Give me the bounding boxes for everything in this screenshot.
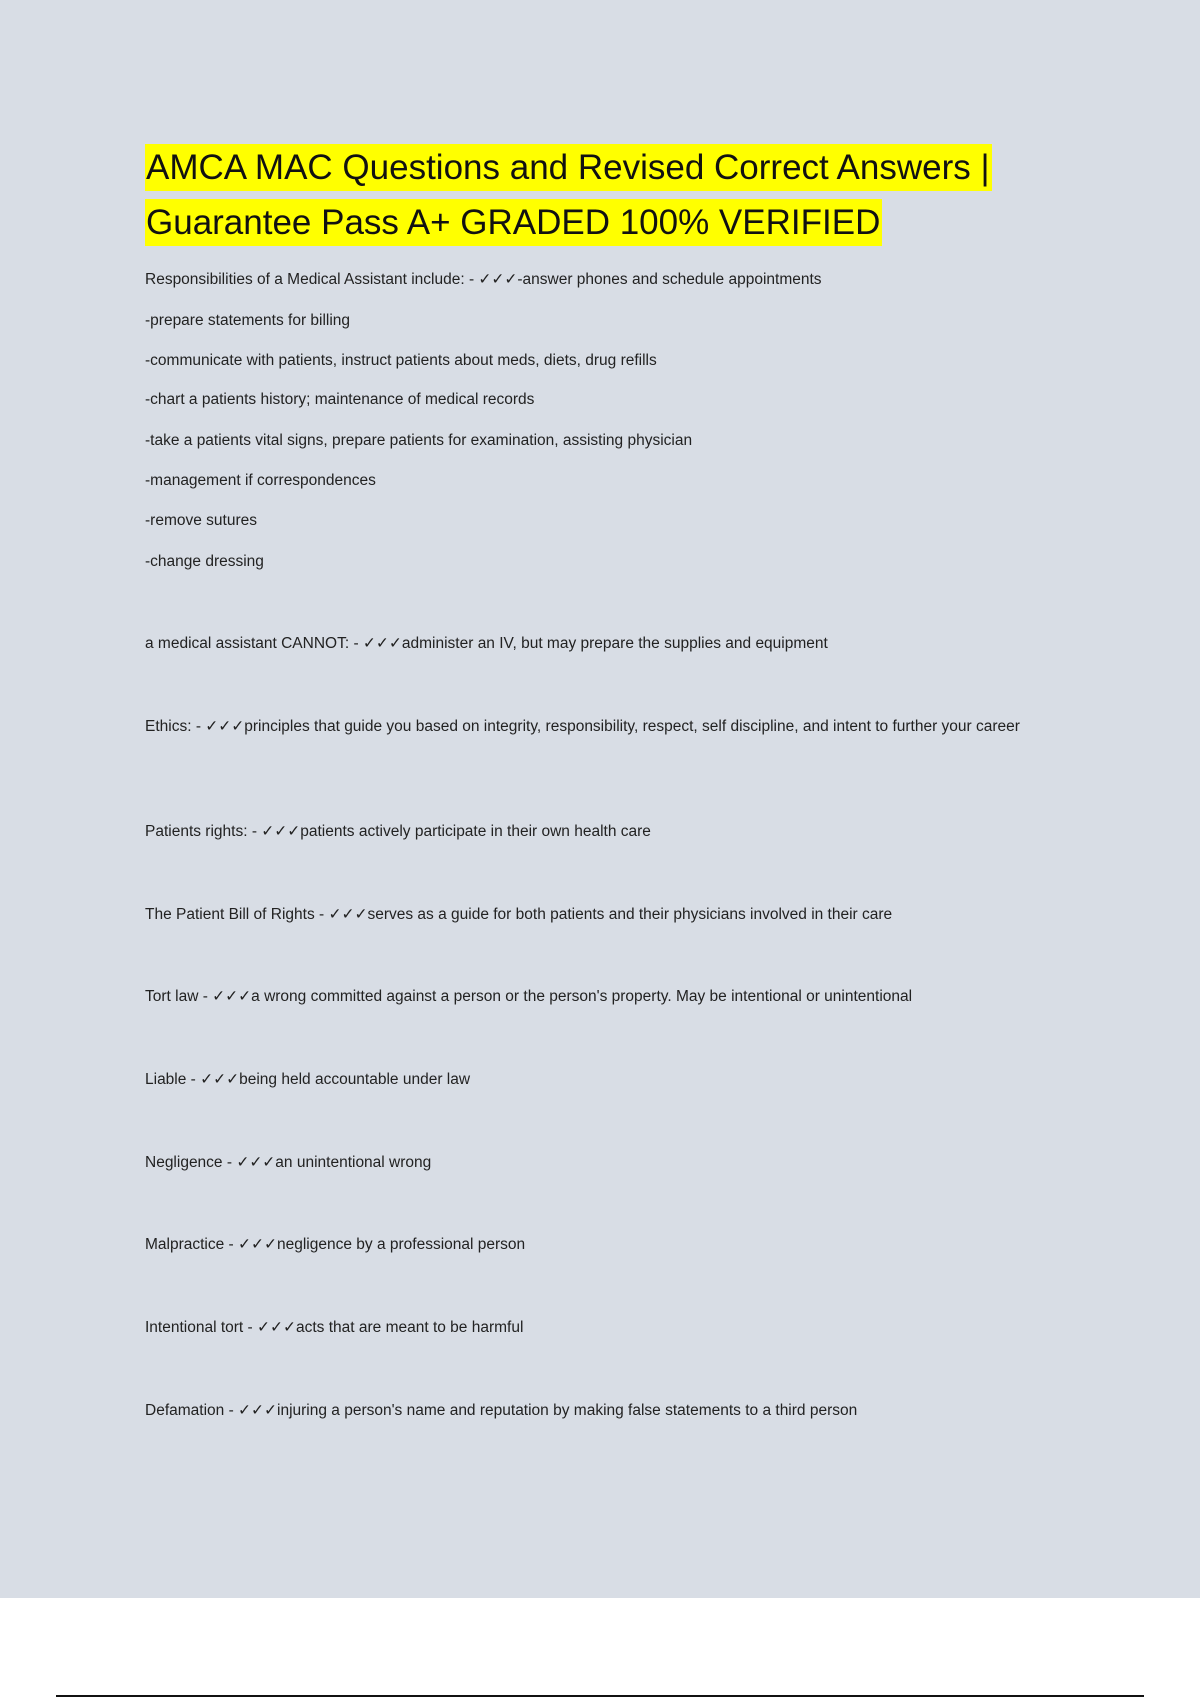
qa-line: Liable - ✓✓✓being held accountable under law (145, 1071, 471, 1088)
qa-line: Responsibilities of a Medical Assistant include: - ✓✓✓-answer phones and schedule appointments (145, 271, 822, 288)
qa-line: -remove sutures (145, 512, 257, 529)
title-line-1: AMCA MAC Questions and Revised Correct Answers | (145, 144, 992, 191)
qa-line: -take a patients vital signs, prepare patients for examination, assisting physician (145, 432, 693, 449)
qa-line: Negligence - ✓✓✓an unintentional wrong (145, 1154, 432, 1171)
qa-line: Malpractice - ✓✓✓negligence by a professional person (145, 1236, 526, 1253)
qa-line: -prepare statements for billing (145, 312, 351, 329)
qa-line: -chart a patients history; maintenance of medical records (145, 391, 535, 408)
qa-line: Ethics: - ✓✓✓principles that guide you based on integrity, responsibility, respect, self discipline, and intent to further your career (145, 718, 1020, 735)
qa-line: The Patient Bill of Rights - ✓✓✓serves as a guide for both patients and their physicians involved in their care (145, 906, 893, 923)
qa-line: Patients rights: - ✓✓✓patients actively participate in their own health care (145, 823, 651, 840)
qa-line: Defamation - ✓✓✓injuring a person's name and reputation by making false statements to a third person (145, 1402, 858, 1419)
qa-line: -communicate with patients, instruct patients about meds, diets, drug refills (145, 352, 657, 369)
qa-line: a medical assistant CANNOT: - ✓✓✓administer an IV, but may prepare the supplies and equipment (145, 635, 828, 652)
qa-line: Intentional tort - ✓✓✓acts that are meant to be harmful (145, 1319, 524, 1336)
document-title (145, 144, 1045, 254)
title-line-2: Guarantee Pass A+ GRADED 100% VERIFIED (145, 199, 882, 246)
page-divider-line (56, 1695, 1144, 1697)
qa-line: -change dressing (145, 553, 264, 570)
qa-line: Tort law - ✓✓✓a wrong committed against a person or the person's property. May be intentional or unintentional (145, 988, 913, 1005)
qa-line: -management if correspondences (145, 472, 376, 489)
